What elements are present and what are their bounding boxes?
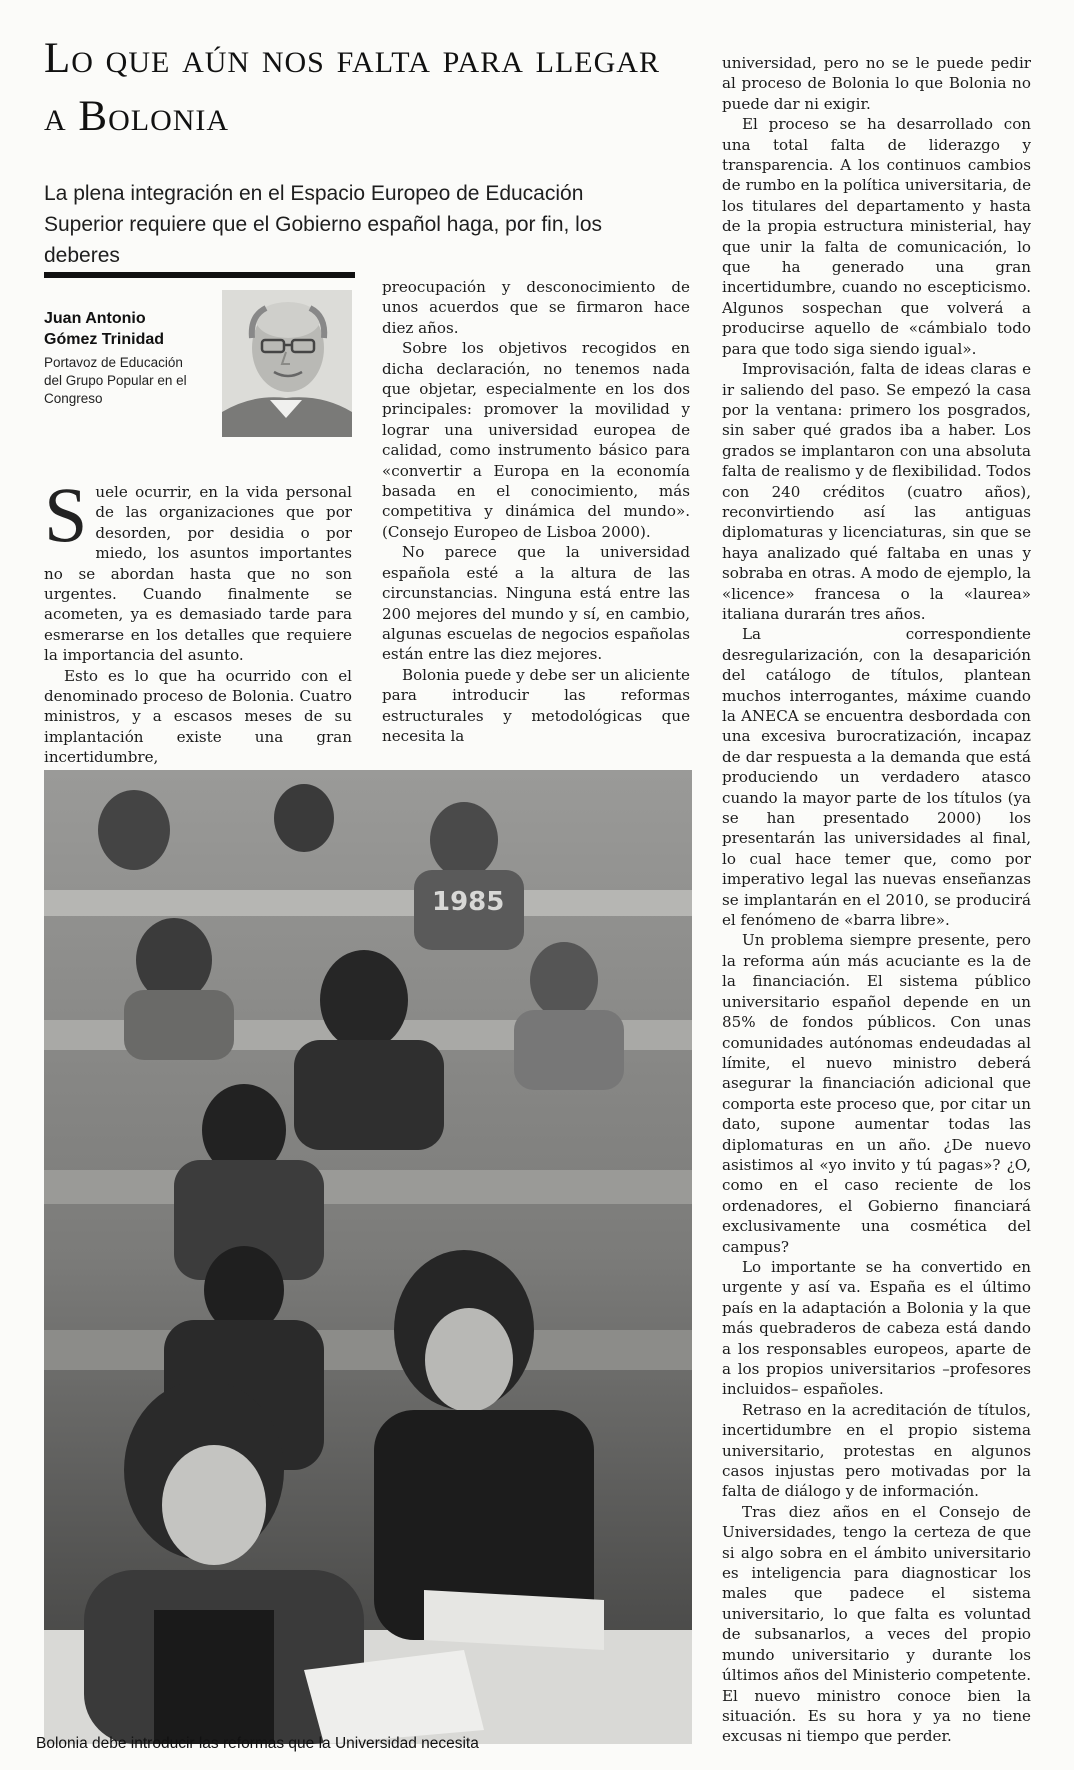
dropcap: S xyxy=(44,471,88,558)
paragraph: Esto es lo que ha ocurrido con el denominado proceso de Bolonia. Cuatro ministros, y a escasos meses de su implantación existe una gran incertidumbre, xyxy=(44,666,352,767)
paragraph: Un problema siempre presente, pero la reforma aún más acuciante es la de la financiación. El sistema público universitario español depende en un 85% de fondos públicos. Con unas comunidades autónomas endeudadas al límite, el nuevo ministro deberá asegurar la financiación adicional que comporta este proceso que, por citar un dato, supone aumentar todas las diplomaturas en un año. ¿De nuevo asistimos al «yo invito y tú pagas»? ¿O, como en el caso reciente de los ordenadores, el Gobierno financiará exclusivamente una cosmética del campus? xyxy=(722,931,1031,1256)
paragraph: Sobre los objetivos recogidos en dicha declaración, no tenemos nada que objetar, especialmente en los dos principales: promover la movilidad y lograr una universidad europea de calidad, como instrumento básico para «convertir a Europa en la economía basada en el conocimiento, más competitiva y dinámica del mundo». (Consejo Europeo de Lisboa 2000). xyxy=(382,339,690,541)
paragraph: Suele ocurrir, en la vida personal de las organizaciones que por desorden, por desidia o por miedo, los asuntos importantes no se abordan hasta que no son urgentes. Cuando finalmente se acometen, ya es demasiado tarde para esmerarse en los detalles que requiere la importancia del asunto. xyxy=(44,471,352,665)
students-exam-illustration xyxy=(44,770,692,1744)
author-name xyxy=(44,308,204,350)
paragraph: Improvisación, falta de ideas claras e ir saliendo del paso. Se empezó la casa por la ventana: primero los posgrados, sin saber qué grados iba a haber. Los grados se implantaron con una absoluta falta de realismo y de flexibilidad. Todos con 240 créditos (cuatro años), reconvirtiendo así las antiguas diplomaturas y licenciaturas, sin que se haya analizado qué faltaba en unas y sobraba en otras. A modo de ejemplo, la «licence» francesa o la «laurea» italiana durarán tres años. xyxy=(722,360,1032,623)
paragraph: universidad, pero no se le puede pedir al proceso de Bolonia lo que Bolonia no puede dar ni exigir. xyxy=(722,54,1031,113)
column-1 xyxy=(44,471,352,768)
paragraph: preocupación y desconocimiento de unos acuerdos que se firmaron hace diez años. xyxy=(382,278,690,337)
paragraph: Tras diez años en el Consejo de Universidades, tengo la certeza de que si algo sobra en el ámbito universitario es inteligencia para diagnosticar los males que padece el sistema universitario, lo que falta es voluntad de subsanarlos, a veces del propio mundo universitario y durante los últimos años del Ministerio competente. El nuevo ministro conoce bien la situación. Es su hora y ya no tiene excusas ni tiempo que perder. xyxy=(722,1502,1031,1746)
shirt-print: 1985 xyxy=(432,887,505,917)
column-3 xyxy=(722,53,1031,1747)
author-role: Portavoz de Educación del Grupo Popular en el Congreso xyxy=(44,355,187,406)
author-box xyxy=(44,308,204,408)
author-portrait xyxy=(222,290,352,437)
paragraph: El proceso se ha desarrollado con una total falta de liderazgo y transparencia. A los continuos cambios de rumbo en la política universitaria, de los titulares del departamento y hasta de la propia estructura ministerial, hay que unir la falta de comunicación, lo que ha generado una gran incertidumbre, cuando no escepticismo. Algunos sospechan que volverá a producirse aquello de «cámbialo todo para que todo siga siendo igual». xyxy=(722,115,1031,358)
header-rule xyxy=(44,272,355,278)
headline: Lo que aún nos falta para llegar a Bolonia xyxy=(44,35,660,140)
author-name-line1: Juan Antonio xyxy=(44,310,146,327)
author-portrait-illustration xyxy=(222,290,352,437)
lecture-hall-photo xyxy=(44,770,692,1744)
column-2 xyxy=(382,277,690,746)
paragraph: Lo importante se ha convertido en urgente y así va. España es el último país en la adaptación a Bolonia y la que más quebraderos de cabeza está dando a los responsables europeos, aparte de a los propios universitarios –profesores incluidos– españoles. xyxy=(722,1257,1031,1399)
paragraph: No parece que la universidad española esté a la altura de las circunstancias. Ninguna está entre las 200 mejores del mundo y sí, en cambio, algunas escuelas de negocios españolas están entre las diez mejores. xyxy=(382,543,690,664)
paragraph: Retraso en la acreditación de títulos, incertidumbre en el propio sistema universitario, protestas en algunos casos injustas pero motivadas por la falta de diálogo y de información. xyxy=(722,1400,1031,1501)
photo-caption: Bolonia debe introducir las reformas que la Universidad necesita xyxy=(36,1735,479,1752)
paragraph: La correspondiente desregularización, con la desaparición del catálogo de títulos, plantean muchos interrogantes, máxime cuando la ANECA se encuentra desbordada con una excesiva burocratización, incapaz de dar respuesta a la demanda que está produciendo un verdadero atasco cuando la mayor parte de los títulos (ya se han presentado 2000) los presentarán las universidades al final, lo cual hace temer que, como por imperativo legal las nuevas enseñanzas se implantarán en el 2010, se producirá el fenómeno de «barra libre». xyxy=(722,625,1031,930)
author-name-line2: Gómez Trinidad xyxy=(44,331,165,348)
subtitle: La plena integración en el Espacio Europeo de Educación Superior requiere que el Gobierno español haga, por fin, los deberes xyxy=(44,182,603,267)
paragraph: Bolonia puede y debe ser un aliciente para introducir las reformas estructurales y metodológicas que necesita la xyxy=(382,665,690,745)
